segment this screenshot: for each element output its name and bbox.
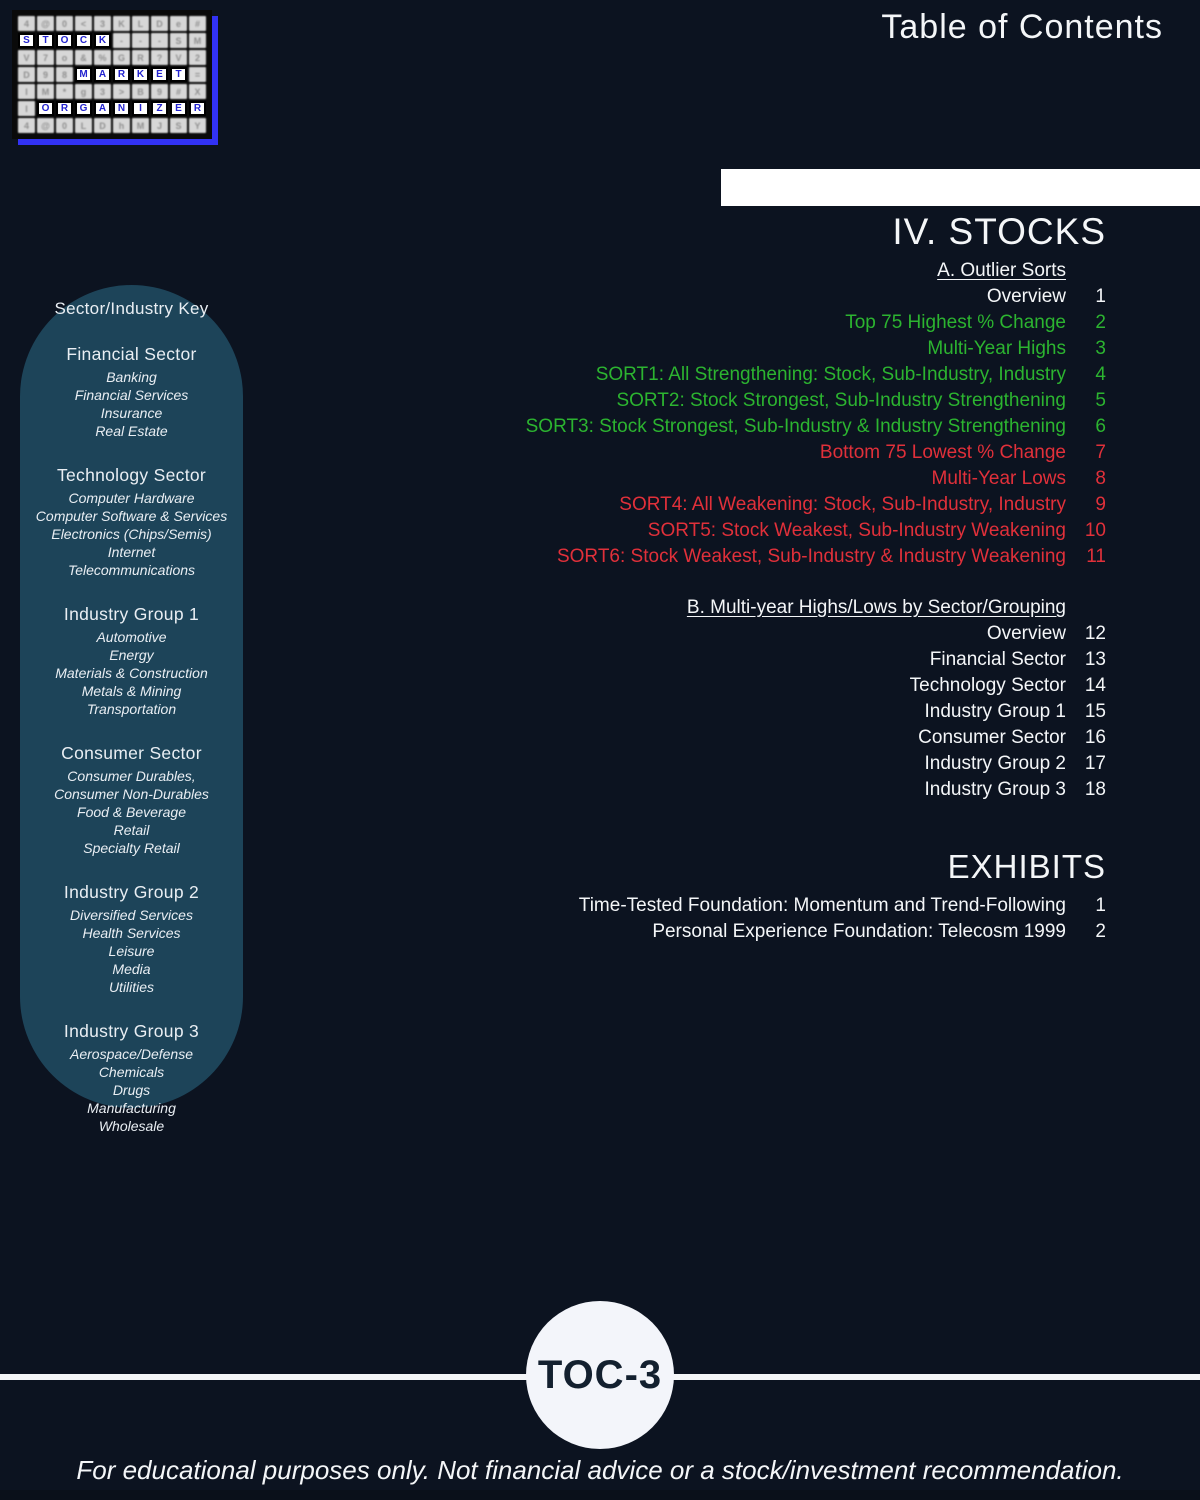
toc-row — [406, 362, 1106, 388]
toc-row — [406, 466, 1106, 492]
page-title: Table of Contents — [881, 8, 1163, 46]
logo-filler-tile: e — [170, 16, 187, 31]
logo-filler-tile: < — [75, 16, 92, 31]
logo-letter-tile: K — [132, 67, 149, 82]
sector-group-heading: Industry Group 2 — [63, 882, 200, 902]
page-number-label: TOC-3 — [537, 1352, 663, 1397]
logo-filler-tile: & — [75, 50, 92, 65]
toc-row-page-number: 11 — [1086, 546, 1106, 567]
toc-row — [406, 414, 1106, 440]
logo-filler-tile: I — [18, 101, 35, 116]
sector-group-item: Consumer Non-Durables — [54, 786, 209, 802]
logo-letter-tile: Z — [151, 101, 168, 116]
logo-letter-tile: R — [113, 67, 130, 82]
logo-filler-tile: 8 — [56, 67, 73, 82]
toc-row — [406, 673, 1106, 699]
sector-group-item: Chemicals — [98, 1064, 165, 1080]
logo-filler-tile: 0 — [56, 16, 73, 31]
toc-row — [406, 336, 1106, 362]
toc-row-page-number: 2 — [1095, 312, 1106, 333]
logo-letter-tile: I — [132, 101, 149, 116]
logo-filler-tile: X — [189, 84, 206, 99]
logo-filler-tile: V — [18, 50, 35, 65]
toc-row-label: Time-Tested Foundation: Momentum and Trend-Following — [578, 895, 1066, 916]
sector-group-item: Automotive — [96, 629, 167, 645]
logo-filler-tile: S — [170, 33, 187, 48]
toc-row — [406, 492, 1106, 518]
logo-letter-tile: A — [94, 101, 111, 116]
toc-row-label: Overview — [986, 623, 1066, 644]
toc-row — [406, 518, 1106, 544]
logo-filler-tile: M — [132, 118, 149, 133]
logo-letter-tile: O — [56, 33, 73, 48]
toc-subheading: B. Multi-year Highs/Lows by Sector/Grouping — [686, 597, 1066, 618]
logo-filler-tile: 7 — [37, 50, 54, 65]
toc-row-label: SORT6: Stock Weakest, Sub-Industry & Industry Weakening — [556, 546, 1066, 567]
sector-group-item: Retail — [113, 822, 150, 838]
logo-filler-tile: D — [94, 118, 111, 133]
logo-filler-tile: B — [132, 84, 149, 99]
logo-letter-tile: S — [18, 33, 35, 48]
logo-filler-tile: 9 — [151, 84, 168, 99]
logo-filler-tile: Y — [189, 118, 206, 133]
toc-row-page-number: 10 — [1084, 520, 1106, 541]
toc-row — [406, 310, 1106, 336]
sector-group-item: Media — [112, 961, 151, 977]
sidebar-groups — [20, 344, 243, 1135]
toc-row-page-number: 2 — [1095, 921, 1106, 942]
toc-row-page-number: 4 — [1095, 364, 1106, 385]
sector-group-item: Drugs — [112, 1082, 151, 1098]
disclaimer-text: For educational purposes only. Not financial advice or a stock/investment recommendation. — [76, 1455, 1124, 1485]
logo-filler-tile: 0 — [56, 118, 73, 133]
logo-filler-tile: 3 — [94, 16, 111, 31]
toc-row-page-number: 16 — [1084, 727, 1106, 748]
sector-group-heading: Technology Sector — [56, 465, 207, 485]
sector-group — [20, 1021, 243, 1135]
logo-letter-tile: R — [56, 101, 73, 116]
exhibits-section — [406, 847, 1106, 945]
toc-section — [406, 595, 1106, 803]
sector-group-item: Transportation — [86, 701, 177, 717]
toc-row-page-number: 9 — [1095, 494, 1106, 515]
logo-letter-tile: T — [170, 67, 187, 82]
logo-filler-tile: V — [170, 50, 187, 65]
logo-filler-tile: % — [94, 50, 111, 65]
toc-row-label: Industry Group 1 — [924, 701, 1066, 722]
logo-filler-tile: - — [151, 33, 168, 48]
sector-group-item: Utilities — [108, 979, 155, 995]
sector-group — [20, 604, 243, 718]
logo-filler-tile: = — [189, 67, 206, 82]
sector-group-heading: Industry Group 3 — [63, 1021, 200, 1041]
logo-grid — [18, 16, 206, 133]
sector-group-item: Diversified Services — [70, 907, 193, 923]
toc-row-label: Bottom 75 Lowest % Change — [819, 442, 1066, 463]
toc-row-label: Industry Group 3 — [924, 779, 1066, 800]
title-underline-bar — [721, 169, 1200, 206]
toc-row-page-number: 1 — [1095, 895, 1106, 916]
toc-row — [406, 440, 1106, 466]
logo-filler-tile: o — [56, 50, 73, 65]
logo-filler-tile: G — [113, 50, 130, 65]
sector-industry-key-panel — [20, 285, 243, 1134]
sector-group-heading: Consumer Sector — [61, 743, 202, 763]
toc-row — [406, 751, 1106, 777]
sector-group-item: Energy — [109, 647, 154, 663]
sector-group-item: Banking — [106, 369, 157, 385]
logo-filler-tile: R — [132, 50, 149, 65]
sector-group-item: Insurance — [100, 405, 163, 421]
toc-row — [406, 621, 1106, 647]
logo-filler-tile: 4 — [18, 118, 35, 133]
sector-group-item: Specialty Retail — [83, 840, 180, 856]
logo-filler-tile: L — [132, 16, 149, 31]
sidebar-title: Sector/Industry Key — [54, 299, 209, 318]
logo-letter-tile: A — [94, 67, 111, 82]
toc-row-page-number: 17 — [1084, 753, 1106, 774]
toc-row-label: Financial Sector — [929, 649, 1066, 670]
toc-row-label: Top 75 Highest % Change — [845, 312, 1066, 333]
toc-row-page-number: 15 — [1084, 701, 1106, 722]
logo-filler-tile: K — [113, 16, 130, 31]
logo-filler-tile: 9 — [37, 67, 54, 82]
logo-letter-tile: T — [37, 33, 54, 48]
toc-row-page-number: 14 — [1084, 675, 1106, 696]
logo-filler-tile: D — [151, 16, 168, 31]
logo-filler-tile: # — [170, 84, 187, 99]
toc-row-label: Technology Sector — [909, 675, 1066, 696]
toc-sections — [406, 258, 1106, 803]
toc-row — [406, 699, 1106, 725]
toc-row-page-number: 18 — [1084, 779, 1106, 800]
toc-row-label: Industry Group 2 — [924, 753, 1066, 774]
toc-row-page-number: 12 — [1084, 623, 1106, 644]
bottom-edge-strip — [0, 1490, 1200, 1500]
toc-subheading: A. Outlier Sorts — [937, 260, 1066, 281]
toc-row-label: Multi-Year Lows — [931, 468, 1066, 489]
sector-group-item: Computer Software & Services — [35, 508, 228, 524]
logo-filler-tile: J — [151, 118, 168, 133]
toc-row-label: SORT3: Stock Strongest, Sub-Industry & Industry Strengthening — [525, 416, 1066, 437]
logo-letter-tile: G — [75, 101, 92, 116]
logo-letter-tile: O — [37, 101, 54, 116]
logo-letter-tile: M — [75, 67, 92, 82]
sector-group-item: Internet — [107, 544, 156, 560]
sector-group-item: Consumer Durables, — [67, 768, 196, 784]
logo-filler-tile: @ — [37, 16, 54, 31]
toc-row-page-number: 5 — [1095, 390, 1106, 411]
contents-column — [406, 210, 1106, 945]
logo-filler-tile: 4 — [18, 16, 35, 31]
toc-row — [406, 777, 1106, 803]
toc-row — [406, 919, 1106, 945]
logo-filler-tile: * — [56, 84, 73, 99]
toc-row-label: SORT4: All Weakening: Stock, Sub-Industry, Industry — [619, 494, 1066, 515]
toc-row-label: SORT2: Stock Strongest, Sub-Industry Strengthening — [616, 390, 1066, 411]
logo-letter-tile: E — [151, 67, 168, 82]
toc-row-page-number: 8 — [1095, 468, 1106, 489]
sector-group-item: Health Services — [82, 925, 181, 941]
logo-filler-tile: M — [189, 33, 206, 48]
toc-row-label: SORT5: Stock Weakest, Sub-Industry Weakening — [647, 520, 1066, 541]
sector-group — [20, 465, 243, 579]
logo-letter-tile: N — [113, 101, 130, 116]
page-number-badge — [526, 1301, 674, 1449]
toc-section — [406, 258, 1106, 570]
toc-row — [406, 388, 1106, 414]
toc-row — [406, 647, 1106, 673]
toc-row — [406, 544, 1106, 570]
logo-filler-tile: L — [75, 118, 92, 133]
exhibits-rows — [406, 893, 1106, 945]
toc-row-label: Consumer Sector — [918, 727, 1066, 748]
sector-group-item: Aerospace/Defense — [70, 1046, 193, 1062]
sector-group-item: Telecommunications — [67, 562, 196, 578]
logo-filler-tile: I — [18, 84, 35, 99]
logo-filler-tile: h — [113, 118, 130, 133]
toc-row — [406, 284, 1106, 310]
sector-group-item: Financial Services — [74, 387, 189, 403]
toc-row — [406, 725, 1106, 751]
logo-filler-tile: > — [113, 84, 130, 99]
toc-row-page-number: 6 — [1095, 416, 1106, 437]
logo-filler-tile: 2 — [189, 50, 206, 65]
logo-filler-tile: M — [37, 84, 54, 99]
toc-row-label: SORT1: All Strengthening: Stock, Sub-Industry, Industry — [595, 364, 1066, 385]
exhibits-title: EXHIBITS — [947, 848, 1106, 885]
sector-group-item: Wholesale — [98, 1118, 165, 1134]
logo-filler-tile: 3 — [94, 84, 111, 99]
logo-letter-tile: R — [189, 101, 206, 116]
sector-group-item: Leisure — [108, 943, 155, 959]
sector-group-item: Real Estate — [95, 423, 168, 439]
toc-row-label: Overview — [986, 286, 1066, 307]
sector-group-item: Metals & Mining — [81, 683, 182, 699]
sector-group — [20, 344, 243, 440]
toc-row-page-number: 3 — [1095, 338, 1106, 359]
sector-group-heading: Industry Group 1 — [63, 604, 200, 624]
toc-row-page-number: 1 — [1095, 286, 1106, 307]
sector-group-item: Food & Beverage — [77, 804, 186, 820]
logo-filler-tile: D — [18, 67, 35, 82]
sector-group-item: Manufacturing — [87, 1100, 176, 1116]
logo-filler-tile: S — [170, 118, 187, 133]
toc-row — [406, 893, 1106, 919]
sector-group-item: Electronics (Chips/Semis) — [51, 526, 212, 542]
logo-letter-tile: C — [75, 33, 92, 48]
stock-market-organizer-logo — [12, 10, 212, 139]
sector-group-heading: Financial Sector — [66, 344, 197, 364]
logo-filler-tile: g — [75, 84, 92, 99]
logo-filler-tile: - — [132, 33, 149, 48]
logo-letter-tile: E — [170, 101, 187, 116]
sector-group — [20, 743, 243, 857]
logo-filler-tile: # — [189, 16, 206, 31]
sector-group-item: Materials & Construction — [55, 665, 208, 681]
toc-row-label: Personal Experience Foundation: Telecosm 1999 — [652, 921, 1066, 942]
section-title: IV. STOCKS — [892, 211, 1106, 252]
toc-row-page-number: 7 — [1095, 442, 1106, 463]
sector-group-item: Computer Hardware — [68, 490, 195, 506]
logo-filler-tile: @ — [37, 118, 54, 133]
logo-filler-tile: - — [113, 33, 130, 48]
toc-row-page-number: 13 — [1084, 649, 1106, 670]
sector-group — [20, 882, 243, 996]
logo-filler-tile: ? — [151, 50, 168, 65]
toc-row-label: Multi-Year Highs — [927, 338, 1066, 359]
logo-letter-tile: K — [94, 33, 111, 48]
